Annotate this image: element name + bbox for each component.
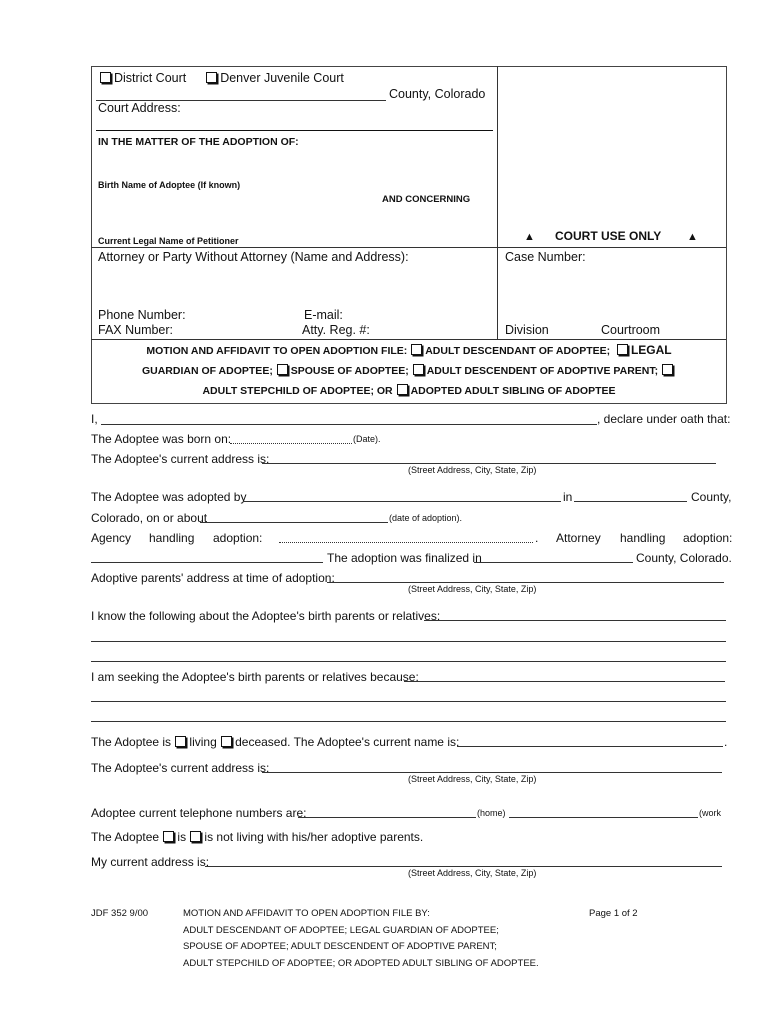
living-status-row xyxy=(91,735,459,749)
living-label: living xyxy=(189,735,217,749)
adoptive-parent-descendent-checkbox[interactable] xyxy=(413,364,424,375)
adoptee-address-field[interactable] xyxy=(262,463,716,464)
period: . xyxy=(535,531,539,545)
attorney-field[interactable] xyxy=(91,562,323,563)
home-phone-field[interactable] xyxy=(298,817,476,818)
petitioner-label: Current Legal Name of Petitioner xyxy=(98,236,239,246)
caption-rule xyxy=(91,247,726,248)
telephone-label: Adoptee current telephone numbers are: xyxy=(91,806,307,820)
colorado-on-label: Colorado, on or about xyxy=(91,511,208,525)
my-address-label: My current address is: xyxy=(91,855,210,869)
adopted-sibling-label: ADOPTED ADULT SIBLING OF ADOPTEE xyxy=(410,385,616,397)
adoption-label: adoption: xyxy=(683,531,733,545)
phone-label: Phone Number: xyxy=(98,308,186,322)
living-with-parents-row xyxy=(91,830,423,844)
declare-text: , declare under oath that: xyxy=(597,412,731,426)
attorney-label: Attorney xyxy=(556,531,601,545)
page-number: Page 1 of 2 xyxy=(589,908,638,919)
stepchild-checkbox[interactable] xyxy=(662,364,673,375)
email-label: E-mail: xyxy=(304,308,343,322)
deceased-checkbox[interactable] xyxy=(221,736,232,747)
adoptee-current-name-field[interactable] xyxy=(457,746,723,747)
denver-juvenile-court-checkbox[interactable] xyxy=(206,72,217,83)
birth-name-label: Birth Name of Adoptee (If known) xyxy=(98,180,241,190)
court-address-label: Court Address: xyxy=(98,101,181,115)
is-not-living-label: is not living with his/her adoptive parents. xyxy=(204,830,424,844)
adoption-label: adoption: xyxy=(213,531,263,545)
is-not-living-checkbox[interactable] xyxy=(190,831,201,842)
title-line-3 xyxy=(91,384,727,398)
born-on-label: The Adoptee was born on: xyxy=(91,432,232,446)
spouse-checkbox[interactable] xyxy=(277,364,288,375)
seeking-reason-field[interactable] xyxy=(91,721,726,722)
court-type-options xyxy=(99,71,344,85)
finalized-in-label: The adoption was finalized in xyxy=(327,551,482,565)
address-hint: (Street Address, City, State, Zip) xyxy=(408,868,537,878)
form-id: JDF 352 9/00 xyxy=(91,908,149,919)
footer-line: ADULT DESCENDANT OF ADOPTEE; LEGAL GUARDIAN OF ADOPTEE; xyxy=(183,924,499,936)
my-address-field[interactable] xyxy=(205,866,722,867)
work-label: (work xyxy=(699,808,721,818)
handling-label: handling xyxy=(620,531,666,545)
adopted-by-field[interactable] xyxy=(243,501,561,502)
matter-heading: IN THE MATTER OF THE ADOPTION OF: xyxy=(98,136,299,148)
is-living-checkbox[interactable] xyxy=(163,831,174,842)
adoptive-parents-address-field[interactable] xyxy=(327,582,724,583)
seeking-reason-field[interactable] xyxy=(404,681,725,682)
footer-line: ADULT STEPCHILD OF ADOPTEE; OR ADOPTED ADULT SIBLING OF ADOPTEE. xyxy=(183,957,539,969)
attorney-label: Attorney or Party Without Attorney (Name and Address): xyxy=(98,250,409,264)
footer-line: MOTION AND AFFIDAVIT TO OPEN ADOPTION FILE BY: xyxy=(183,908,430,919)
current-address-label: The Adoptee's current address is: xyxy=(91,452,270,466)
adoptee-is-label: The Adoptee is xyxy=(91,735,172,749)
address-hint: (Street Address, City, State, Zip) xyxy=(408,774,537,784)
adult-descendant-checkbox[interactable] xyxy=(411,344,422,355)
county-suffix: County, Colorado xyxy=(389,87,486,101)
in-label: in xyxy=(563,490,573,504)
declarant-name-field[interactable] xyxy=(101,424,597,425)
district-court-checkbox[interactable] xyxy=(100,72,111,83)
birth-parents-info-field[interactable] xyxy=(424,620,726,621)
footer-title xyxy=(183,906,539,972)
adoptee-current-address-field[interactable] xyxy=(262,772,722,773)
birth-date-field[interactable] xyxy=(230,443,352,444)
adopted-sibling-checkbox[interactable] xyxy=(397,384,408,395)
court-use-only: COURT USE ONLY xyxy=(555,229,662,243)
district-court-label: District Court xyxy=(114,71,187,85)
finalized-county-field[interactable] xyxy=(474,562,633,563)
work-phone-field[interactable] xyxy=(509,817,698,818)
adoption-date-field[interactable] xyxy=(200,522,388,523)
know-following-label: I know the following about the Adoptee's birth parents or relatives: xyxy=(91,609,441,623)
adopted-by-label: The Adoptee was adopted by xyxy=(91,490,247,504)
legal-guardian-label: LEGAL xyxy=(630,343,672,357)
court-address-rule xyxy=(96,130,493,131)
address-hint: (Street Address, City, State, Zip) xyxy=(408,465,537,475)
current-address-label: The Adoptee's current address is: xyxy=(91,761,270,775)
home-label: (home) xyxy=(477,808,506,818)
adoptive-parent-descendent-label: ADULT DESCENDENT OF ADOPTIVE PARENT; xyxy=(426,365,659,377)
stepchild-label: ADULT STEPCHILD OF ADOPTEE; OR xyxy=(202,385,393,397)
county-colorado-label: County, Colorado. xyxy=(636,551,732,565)
legal-guardian-checkbox[interactable] xyxy=(617,344,628,355)
title-line-1 xyxy=(91,344,727,358)
seeking-reason-field[interactable] xyxy=(91,701,726,702)
living-checkbox[interactable] xyxy=(175,736,186,747)
adoption-county-field[interactable] xyxy=(574,501,687,502)
and-concerning: AND CONCERNING xyxy=(382,194,471,205)
triangle-up-icon: ▲ xyxy=(524,231,535,243)
seeking-label: I am seeking the Adoptee's birth parents or relatives because: xyxy=(91,670,419,684)
caption-divider xyxy=(497,66,498,340)
adoptive-parents-address-label: Adoptive parents' address at time of adoption: xyxy=(91,571,335,585)
title-line-2 xyxy=(91,364,727,378)
date-hint: (Date). xyxy=(353,434,381,444)
agency-label: Agency xyxy=(91,531,132,545)
the-adoptee-label: The Adoptee xyxy=(91,830,160,844)
address-hint: (Street Address, City, State, Zip) xyxy=(408,584,537,594)
adult-descendant-label: ADULT DESCENDANT OF ADOPTEE; xyxy=(425,345,611,357)
denver-juvenile-court-label: Denver Juvenile Court xyxy=(220,71,344,85)
legal-guardian-label-cont: GUARDIAN OF ADOPTEE; xyxy=(141,365,273,377)
is-label: is xyxy=(177,830,187,844)
i-label: I, xyxy=(91,412,98,426)
case-number-label: Case Number: xyxy=(505,250,586,264)
date-of-adoption-hint: (date of adoption). xyxy=(389,513,463,523)
birth-parents-info-field[interactable] xyxy=(91,661,726,662)
division-label: Division xyxy=(505,323,549,337)
caption-rule xyxy=(91,339,726,340)
spouse-label: SPOUSE OF ADOPTEE; xyxy=(290,365,409,377)
title-prefix: MOTION AND AFFIDAVIT TO OPEN ADOPTION FILE: xyxy=(146,345,408,357)
triangle-up-icon: ▲ xyxy=(687,231,698,243)
handling-label: handling xyxy=(149,531,195,545)
birth-parents-info-field[interactable] xyxy=(91,641,726,642)
atty-reg-label: Atty. Reg. #: xyxy=(302,323,370,337)
footer-line: SPOUSE OF ADOPTEE; ADULT DESCENDENT OF ADOPTIVE PARENT; xyxy=(183,941,497,952)
fax-label: FAX Number: xyxy=(98,323,174,337)
county-label: County, xyxy=(691,490,732,504)
period: . xyxy=(724,735,728,749)
deceased-label: deceased. The Adoptee's current name is: xyxy=(235,735,460,749)
agency-field[interactable] xyxy=(279,542,533,543)
courtroom-label: Courtroom xyxy=(601,323,661,337)
